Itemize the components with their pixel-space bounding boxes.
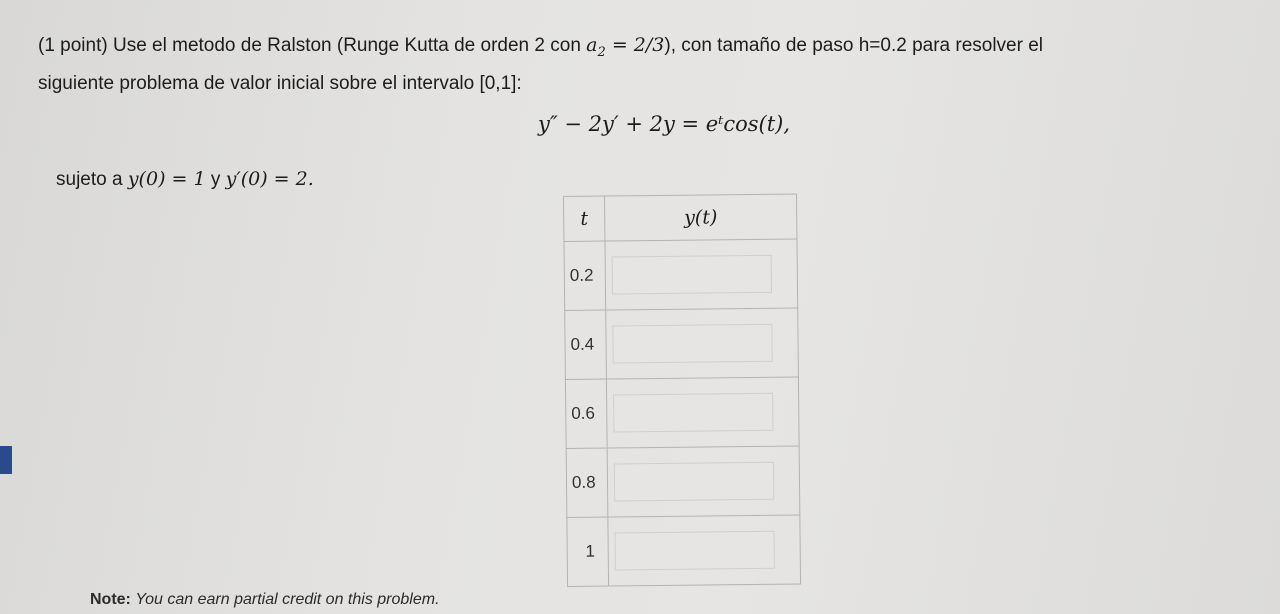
differential-equation: y″ − 2y′ + 2y = eᵗcos(t), bbox=[538, 112, 791, 136]
answer-input-t-0.4[interactable] bbox=[612, 324, 772, 364]
condition-conjunction: y bbox=[210, 169, 221, 190]
table-header-row bbox=[564, 194, 797, 241]
problem-step-text: ), con tamaño de paso h=0.2 para resolver el bbox=[664, 35, 1044, 56]
condition-y0: y(0) = 1 bbox=[127, 168, 206, 190]
table-row bbox=[567, 515, 801, 586]
answer-input-t-0.8[interactable] bbox=[614, 462, 774, 502]
t-value: 1 bbox=[567, 517, 609, 586]
condition-yprime0: y′(0) = 2. bbox=[225, 168, 314, 190]
initial-conditions bbox=[56, 168, 314, 191]
table-row bbox=[564, 239, 798, 310]
note bbox=[90, 591, 440, 609]
t-value: 0.4 bbox=[565, 310, 607, 379]
table-row bbox=[565, 377, 799, 448]
problem-intro: (1 point) Use el metodo de Ralston (Runge Kutta de orden 2 con bbox=[38, 35, 581, 56]
answer-input-t-0.2[interactable] bbox=[612, 255, 772, 295]
table-row bbox=[565, 308, 799, 379]
answer-input-t-0.6[interactable] bbox=[613, 393, 773, 433]
t-value: 0.2 bbox=[564, 241, 606, 310]
side-marker bbox=[0, 446, 12, 474]
column-header-t: t bbox=[564, 196, 605, 241]
t-value: 0.6 bbox=[565, 379, 607, 448]
t-value: 0.8 bbox=[566, 448, 608, 517]
a2-parameter: $a_2 = 2/3$ bbox=[586, 34, 665, 60]
problem-line-2: siguiente problema de valor inicial sobre el intervalo [0,1]: bbox=[38, 72, 522, 94]
answer-input-t-1[interactable] bbox=[615, 531, 775, 571]
problem-statement bbox=[38, 30, 1238, 99]
note-text: You can earn partial credit on this problem. bbox=[135, 591, 440, 608]
note-label: Note: bbox=[90, 591, 131, 608]
condition-prefix: sujeto a bbox=[56, 169, 123, 190]
answer-table bbox=[563, 194, 801, 587]
column-header-y: y(t) bbox=[605, 194, 797, 241]
problem-line-1 bbox=[38, 30, 1238, 68]
table-row bbox=[566, 446, 800, 517]
